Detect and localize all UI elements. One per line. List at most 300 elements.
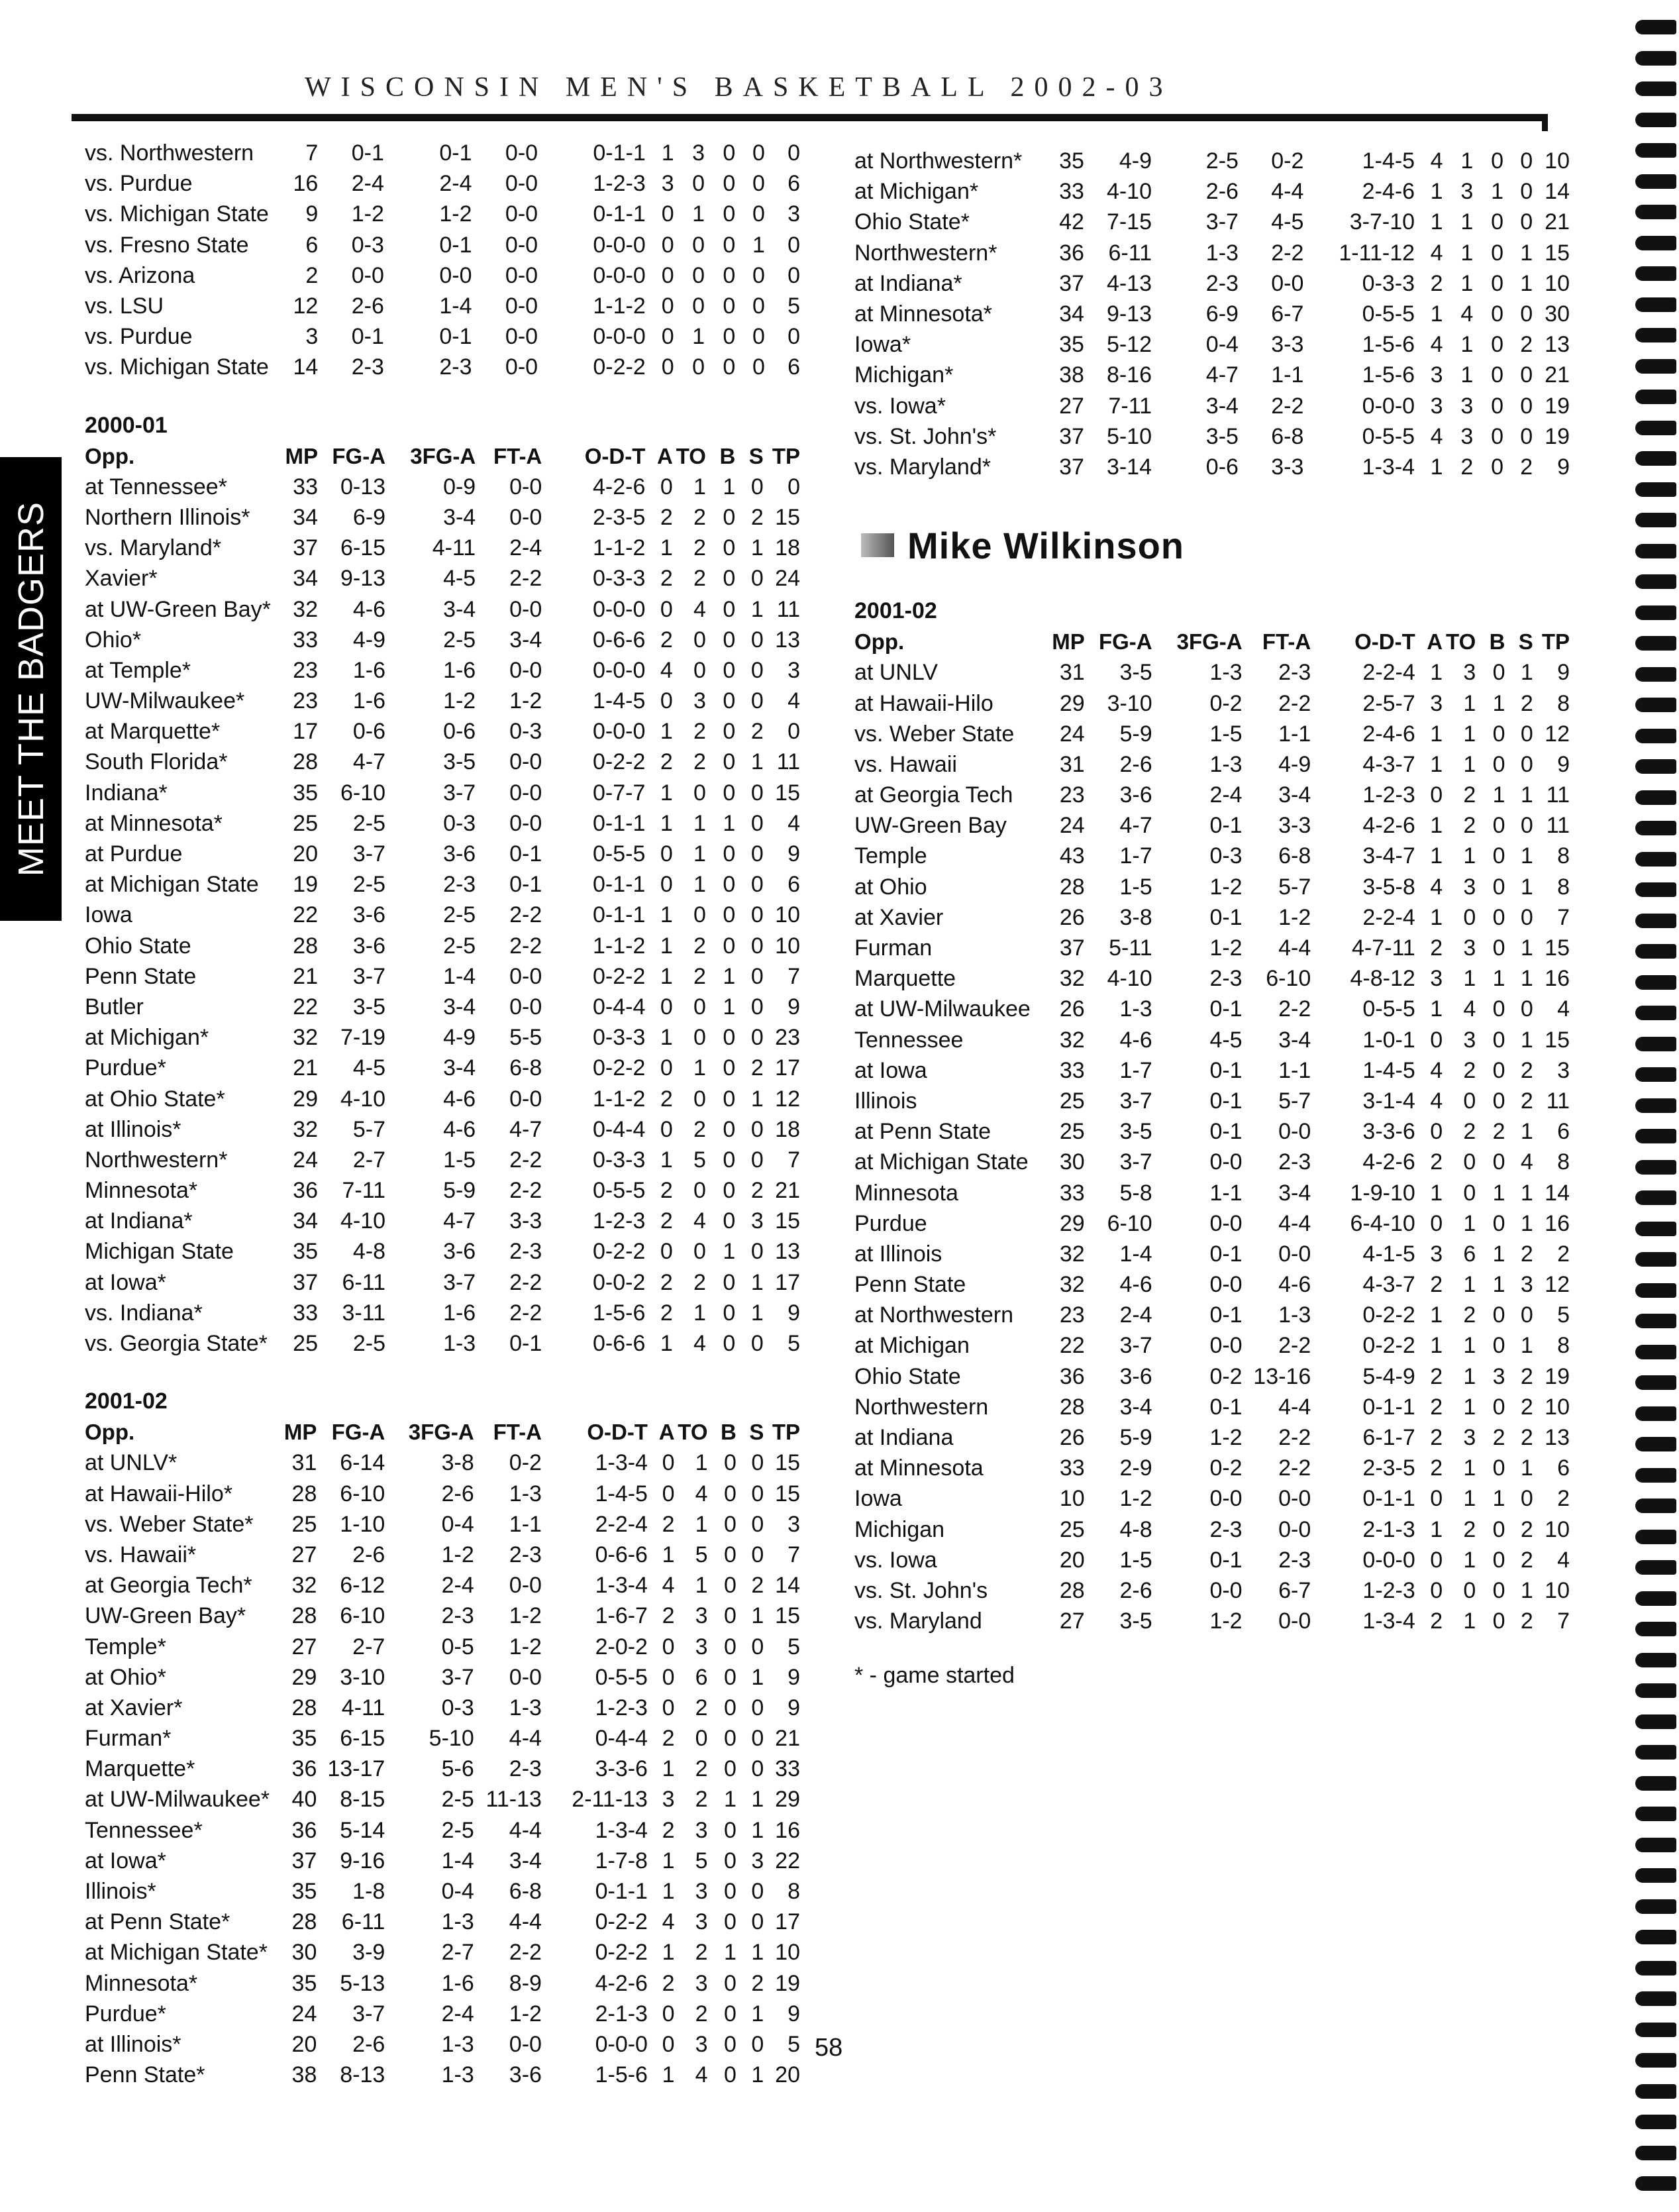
stat-cell: 1-2-3 bbox=[1362, 1577, 1415, 1603]
stat-cell: 13-16 bbox=[1253, 1363, 1311, 1389]
stat-cell: 4-11 bbox=[341, 1695, 385, 1720]
stat-cell: 32 bbox=[291, 1573, 317, 1599]
stat-cell: 25 bbox=[293, 1331, 318, 1357]
stat-cell: 21 bbox=[1545, 362, 1570, 388]
stat-cell: 0 bbox=[1492, 1547, 1505, 1573]
opponent-cell: vs. LSU bbox=[85, 293, 164, 319]
stat-cell: 3-4 bbox=[443, 1055, 476, 1081]
stat-cell: 0-4 bbox=[441, 1511, 474, 1537]
table-row bbox=[85, 472, 800, 502]
table-row bbox=[854, 1116, 1570, 1147]
stat-cell: 0 bbox=[693, 657, 706, 683]
stat-cell: 0 bbox=[1492, 1455, 1505, 1481]
table-row bbox=[85, 1846, 800, 1876]
stat-cell: 34 bbox=[1059, 301, 1084, 327]
stat-cell: 0-0 bbox=[505, 171, 538, 197]
stat-cell: 1-3 bbox=[1209, 751, 1243, 777]
stat-cell: 37 bbox=[1059, 935, 1085, 961]
stat-cell: 3-3 bbox=[1278, 813, 1311, 839]
table-row bbox=[85, 931, 800, 961]
stat-cell: 23 bbox=[293, 688, 318, 714]
stat-cell: 0-13 bbox=[340, 474, 386, 500]
stat-cell: 0-1 bbox=[1209, 1547, 1243, 1573]
stat-cell: 1-3-4 bbox=[595, 1573, 648, 1599]
stat-cell: 0-3 bbox=[509, 719, 542, 745]
stat-cell: 3-4 bbox=[1278, 1180, 1311, 1206]
opponent-cell: Ohio* bbox=[85, 627, 142, 653]
stat-cell: 2-2 bbox=[509, 1178, 542, 1204]
stat-cell: 3 bbox=[751, 1848, 764, 1873]
stat-cell: 1 bbox=[1520, 1210, 1533, 1236]
stat-cell: 17 bbox=[775, 1055, 800, 1081]
stat-cell: 0-0 bbox=[505, 324, 538, 350]
stat-cell: 3-6 bbox=[1119, 782, 1152, 808]
stat-cell: 2 bbox=[1430, 1455, 1443, 1481]
stat-cell: 3 bbox=[1460, 179, 1474, 205]
stat-cell: 0 bbox=[723, 780, 736, 806]
stat-cell: 4 bbox=[1430, 1088, 1443, 1114]
stat-cell: 38 bbox=[291, 2062, 317, 2088]
spiral-coil bbox=[1635, 821, 1676, 835]
stat-cell: 0 bbox=[1491, 270, 1504, 296]
stat-cell: 0 bbox=[1492, 996, 1505, 1022]
stat-cell: 0 bbox=[1463, 1149, 1476, 1175]
stat-cell: 0 bbox=[660, 688, 673, 714]
stat-cell: 2-4 bbox=[351, 171, 384, 197]
stat-cell: 3-10 bbox=[1107, 690, 1152, 716]
opponent-cell: at Hawaii-Hilo* bbox=[85, 1481, 232, 1506]
opponent-cell: vs. Maryland bbox=[854, 1608, 982, 1634]
header-rule-tick bbox=[1542, 114, 1548, 131]
stat-cell: 0 bbox=[723, 2062, 737, 2088]
stat-cell: 3-7 bbox=[441, 1664, 474, 1690]
table-row bbox=[85, 260, 800, 291]
stat-cell: 0 bbox=[1463, 1577, 1476, 1603]
stat-cell: 3-3 bbox=[1271, 332, 1304, 358]
stat-cell: 6-8 bbox=[509, 1879, 542, 1905]
stat-cell: 1 bbox=[752, 232, 765, 258]
table-row bbox=[85, 563, 800, 594]
stat-cell: 2-2 bbox=[1278, 996, 1311, 1022]
stat-cell: 28 bbox=[291, 1909, 317, 1935]
stat-cell: 2-5 bbox=[352, 872, 386, 898]
stat-cell: 2-1-3 bbox=[1362, 1516, 1415, 1542]
spiral-coil bbox=[1635, 636, 1676, 651]
stat-cell: 0 bbox=[692, 262, 705, 288]
opponent-cell: Purdue* bbox=[85, 2001, 166, 2027]
stat-cell: 0 bbox=[661, 354, 674, 380]
stat-cell: 0 bbox=[1492, 843, 1505, 869]
stat-cell: 10 bbox=[1545, 1394, 1570, 1420]
stat-cell: 1-4 bbox=[1119, 1241, 1152, 1267]
stat-cell: 1 bbox=[723, 810, 736, 836]
stat-cell: 1 bbox=[1460, 270, 1474, 296]
spiral-coil bbox=[1635, 944, 1676, 959]
stat-cell: 0 bbox=[723, 1086, 736, 1112]
stat-cell: 0-1 bbox=[1209, 1088, 1243, 1114]
stat-cell: 4-10 bbox=[1106, 179, 1152, 205]
table-row bbox=[854, 1606, 1570, 1636]
stat-cell: 36 bbox=[291, 1756, 317, 1782]
table-row bbox=[854, 780, 1570, 810]
stat-cell: 0-2 bbox=[1209, 690, 1243, 716]
stat-cell: 12 bbox=[1545, 1272, 1570, 1298]
stat-cell: 5 bbox=[693, 1147, 706, 1173]
stat-cell: 2-6 bbox=[352, 1542, 385, 1567]
stat-cell: 2 bbox=[1430, 1394, 1443, 1420]
stat-cell: 0 bbox=[1463, 1088, 1476, 1114]
stat-cell: 26 bbox=[1059, 904, 1085, 930]
stat-cell: 0 bbox=[723, 1848, 737, 1873]
column-header: A bbox=[658, 1420, 675, 1445]
stat-cell: 4-4 bbox=[509, 1817, 542, 1843]
spiral-coil bbox=[1635, 1067, 1676, 1082]
stat-cell: 11 bbox=[1546, 813, 1570, 839]
opponent-cell: at Georgia Tech* bbox=[85, 1573, 252, 1599]
stat-cell: 0 bbox=[750, 1239, 764, 1265]
stat-cell: 1 bbox=[751, 1940, 764, 1966]
stat-cell: 0 bbox=[723, 1970, 737, 1996]
table-row bbox=[85, 168, 800, 199]
column-header: TO bbox=[1446, 629, 1476, 655]
stat-cell: 2 bbox=[1492, 1119, 1505, 1145]
stat-cell: 2-3 bbox=[1209, 966, 1243, 992]
stat-cell: 0 bbox=[750, 933, 764, 959]
spiral-coil bbox=[1635, 81, 1676, 96]
stat-cell: 32 bbox=[1059, 1027, 1085, 1053]
stat-cell: 25 bbox=[291, 1511, 317, 1537]
stat-cell: 6-9 bbox=[352, 504, 386, 530]
stat-cell: 3-6 bbox=[352, 933, 386, 959]
stat-cell: 19 bbox=[775, 1970, 800, 1996]
stat-cell: 0 bbox=[661, 201, 674, 227]
stat-cell: 28 bbox=[1059, 1577, 1085, 1603]
spiral-coil bbox=[1635, 359, 1676, 374]
opponent-cell: Temple bbox=[854, 843, 927, 869]
stat-cell: 0-0-0 bbox=[595, 2031, 648, 2057]
stat-cell: 2 bbox=[695, 1787, 708, 1813]
stat-cell: 1-2 bbox=[509, 688, 542, 714]
spiral-coil bbox=[1635, 1560, 1676, 1575]
stat-cell: 19 bbox=[1545, 1363, 1570, 1389]
stat-cell: 2-2 bbox=[1271, 393, 1304, 419]
stat-cell: 0 bbox=[750, 872, 764, 898]
stat-cell: 4-3-7 bbox=[1362, 751, 1415, 777]
stat-cell: 1 bbox=[1463, 751, 1476, 777]
opponent-cell: at Indiana bbox=[854, 1425, 954, 1451]
stat-cell: 0-5-5 bbox=[595, 1664, 648, 1690]
stat-cell: 0 bbox=[723, 293, 736, 319]
stat-cell: 25 bbox=[1059, 1516, 1085, 1542]
opponent-cell: Furman bbox=[854, 935, 933, 961]
stat-cell: 0 bbox=[723, 1055, 736, 1081]
stat-cell: 16 bbox=[1545, 1210, 1570, 1236]
stat-cell: 1 bbox=[1520, 1180, 1533, 1206]
stat-cell: 24 bbox=[293, 1147, 318, 1173]
stat-cell: 3-3 bbox=[1271, 454, 1304, 480]
stat-cell: 1 bbox=[695, 1573, 708, 1599]
stat-cell: 1 bbox=[1492, 966, 1505, 992]
opponent-cell: Minnesota* bbox=[85, 1970, 198, 1996]
stat-cell: 1-3 bbox=[1278, 1302, 1311, 1328]
table-row bbox=[85, 1693, 800, 1723]
stat-cell: 0 bbox=[1492, 813, 1505, 839]
stat-cell: 3-14 bbox=[1106, 454, 1152, 480]
stat-cell: 2 bbox=[695, 1756, 708, 1782]
stat-cell: 0 bbox=[723, 1116, 736, 1142]
table-row bbox=[854, 657, 1570, 688]
stat-cell: 2-5 bbox=[441, 1787, 474, 1813]
stat-cell: 4 bbox=[1430, 423, 1443, 449]
spiral-coil bbox=[1635, 2053, 1676, 2068]
stat-cell: 0 bbox=[1491, 240, 1504, 266]
stat-cell: 0-1-1 bbox=[592, 902, 646, 928]
stat-cell: 0-0 bbox=[505, 232, 538, 258]
stat-cell: 0-4 bbox=[441, 1879, 474, 1905]
stat-cell: 1-6-7 bbox=[595, 1603, 648, 1629]
spiral-coil bbox=[1635, 759, 1676, 774]
stat-cell: 24 bbox=[1059, 813, 1085, 839]
stat-cell: 5-13 bbox=[340, 1970, 385, 1996]
spiral-coil bbox=[1635, 1006, 1676, 1020]
stat-cell: 1-1-2 bbox=[592, 535, 646, 561]
stat-cell: 0 bbox=[662, 1481, 675, 1506]
stat-cell: 9 bbox=[1557, 751, 1570, 777]
table-row bbox=[854, 963, 1570, 994]
stat-cell: 4-9 bbox=[443, 1025, 476, 1051]
stat-cell: 1-2 bbox=[1209, 874, 1243, 900]
stat-cell: 3 bbox=[693, 688, 706, 714]
stat-cell: 0 bbox=[723, 749, 736, 775]
table-header-row bbox=[854, 627, 1570, 657]
stat-cell: 1-5 bbox=[1119, 874, 1152, 900]
stat-cell: 1-3-4 bbox=[595, 1450, 648, 1476]
stat-cell: 3-4 bbox=[443, 994, 476, 1020]
stat-cell: 0 bbox=[661, 262, 674, 288]
table-row bbox=[85, 1448, 800, 1478]
stat-cell: 9 bbox=[1557, 454, 1570, 480]
left-column bbox=[85, 138, 800, 2090]
stat-cell: 0 bbox=[1491, 393, 1504, 419]
stat-cell: 0-1 bbox=[439, 140, 472, 166]
stat-cell: 0-1 bbox=[509, 1331, 542, 1357]
stat-cell: 0 bbox=[1520, 179, 1533, 205]
stat-cell: 1-7-8 bbox=[595, 1848, 648, 1873]
stat-cell: 0 bbox=[723, 1208, 736, 1234]
stat-cell: 2 bbox=[1520, 1088, 1533, 1114]
spiral-coil bbox=[1635, 1160, 1676, 1175]
stat-cell: 1 bbox=[1463, 721, 1476, 747]
spiral-coil bbox=[1635, 143, 1676, 158]
stat-cell: 2 bbox=[1430, 1363, 1443, 1389]
stat-cell: 6-10 bbox=[1107, 1210, 1152, 1236]
stat-cell: 15 bbox=[775, 1208, 800, 1234]
stat-cell: 0 bbox=[1520, 813, 1533, 839]
table-row bbox=[854, 1055, 1570, 1086]
stat-cell: 37 bbox=[1059, 270, 1084, 296]
stat-cell: 1-6 bbox=[441, 1970, 474, 1996]
table-row bbox=[854, 749, 1570, 780]
stat-cell: 24 bbox=[775, 566, 800, 592]
stat-cell: 2-2 bbox=[509, 933, 542, 959]
stat-cell: 4 bbox=[1520, 1149, 1533, 1175]
stat-cell: 0 bbox=[662, 2031, 675, 2057]
stat-cell: 1 bbox=[1492, 690, 1505, 716]
stat-cell: 5-12 bbox=[1106, 332, 1152, 358]
spiral-coil bbox=[1635, 174, 1676, 189]
opponent-cell: Illinois* bbox=[85, 1879, 156, 1905]
stat-cell: 27 bbox=[1059, 393, 1084, 419]
stat-cell: 4-9 bbox=[352, 627, 386, 653]
stat-cell: 22 bbox=[293, 902, 318, 928]
stat-cell: 0 bbox=[1520, 1486, 1533, 1512]
stat-cell: 1 bbox=[1463, 1455, 1476, 1481]
stat-cell: 2-4-6 bbox=[1362, 179, 1415, 205]
stat-cell: 1-3 bbox=[509, 1695, 542, 1720]
stat-cell: 15 bbox=[775, 780, 800, 806]
stat-cell: 1-5-6 bbox=[1362, 332, 1415, 358]
stat-cell: 0-4 bbox=[1205, 332, 1239, 358]
stat-cell: 0-5-5 bbox=[1362, 423, 1415, 449]
opponent-cell: at Penn State* bbox=[85, 1909, 230, 1935]
stat-cell: 0 bbox=[693, 1086, 706, 1112]
stat-cell: 1-2 bbox=[1119, 1486, 1152, 1512]
stat-cell: 0 bbox=[723, 1178, 736, 1204]
stat-cell: 1-6 bbox=[352, 657, 386, 683]
stat-cell: 0 bbox=[1430, 1119, 1443, 1145]
stat-cell: 5-7 bbox=[352, 1116, 386, 1142]
stat-cell: 1-3 bbox=[441, 1909, 474, 1935]
stat-cell: 2 bbox=[1520, 454, 1533, 480]
stat-cell: 4-4 bbox=[1271, 179, 1304, 205]
stat-cell: 1 bbox=[1463, 966, 1476, 992]
stat-cell: 0 bbox=[662, 1695, 675, 1720]
stat-cell: 1-5-6 bbox=[1362, 362, 1415, 388]
stat-cell: 1 bbox=[751, 2062, 764, 2088]
stat-cell: 10 bbox=[775, 902, 800, 928]
stat-cell: 0-0 bbox=[505, 140, 538, 166]
stat-cell: 3 bbox=[305, 324, 319, 350]
stat-cell: 28 bbox=[291, 1481, 317, 1506]
opponent-cell: vs. Hawaii* bbox=[85, 1542, 197, 1567]
stat-cell: 6-11 bbox=[341, 1909, 385, 1935]
stat-cell: 18 bbox=[775, 1116, 800, 1142]
stat-cell: 1-1-2 bbox=[593, 293, 646, 319]
stat-cell: 0 bbox=[750, 657, 764, 683]
player-heading bbox=[861, 522, 1570, 568]
stat-cell: 1-4 bbox=[439, 293, 472, 319]
stat-cell: 29 bbox=[291, 1664, 317, 1690]
stat-cell: 0 bbox=[692, 232, 705, 258]
stat-cell: 2-3 bbox=[351, 354, 384, 380]
stat-cell: 2 bbox=[660, 1269, 673, 1295]
table-row bbox=[85, 291, 800, 321]
stat-cell: 0 bbox=[1492, 904, 1505, 930]
stat-cell: 2 bbox=[693, 504, 706, 530]
spiral-coil bbox=[1635, 1437, 1676, 1451]
stat-cell: 0-1 bbox=[1209, 1241, 1243, 1267]
stat-cell: 1 bbox=[723, 994, 736, 1020]
table-row bbox=[854, 1545, 1570, 1575]
table-row bbox=[854, 268, 1570, 299]
stat-cell: 3-7 bbox=[443, 1269, 476, 1295]
stat-cell: 0-0-0 bbox=[1362, 393, 1415, 419]
stat-cell: 3-10 bbox=[340, 1664, 385, 1690]
opponent-cell: vs. Purdue bbox=[85, 171, 193, 197]
stat-cell: 1-1-2 bbox=[592, 1086, 646, 1112]
column-header: FG-A bbox=[332, 443, 386, 468]
spiral-coil bbox=[1635, 1622, 1676, 1636]
table-row bbox=[85, 900, 800, 930]
stat-cell: 28 bbox=[293, 749, 318, 775]
stat-cell: 0 bbox=[1520, 301, 1533, 327]
stat-cell: 2-4 bbox=[439, 171, 472, 197]
stat-cell: 1-1 bbox=[1278, 721, 1311, 747]
column-header: Opp. bbox=[854, 629, 905, 655]
stat-cell: 37 bbox=[293, 535, 318, 561]
stat-cell: 9 bbox=[788, 841, 800, 867]
stat-cell: 18 bbox=[775, 535, 800, 561]
stat-cell: 4-10 bbox=[340, 1086, 386, 1112]
header-rule bbox=[72, 114, 1547, 121]
stat-cell: 1-6 bbox=[352, 688, 386, 714]
stat-cell: 8 bbox=[788, 1879, 800, 1905]
opponent-cell: at Michigan State bbox=[85, 872, 259, 898]
stat-cell: 2 bbox=[693, 535, 706, 561]
opponent-cell: vs. Michigan State bbox=[85, 354, 269, 380]
stat-cell: 4-6 bbox=[352, 596, 386, 622]
stat-cell: 35 bbox=[293, 1239, 318, 1265]
stat-cell: 5-14 bbox=[340, 1817, 385, 1843]
stat-cell: 0-3 bbox=[1209, 843, 1243, 869]
stat-cell: 0 bbox=[723, 1147, 736, 1173]
table-row bbox=[85, 869, 800, 900]
table-row bbox=[854, 1208, 1570, 1239]
stat-cell: 0-0 bbox=[509, 1664, 542, 1690]
stat-cell: 9 bbox=[788, 2001, 800, 2027]
stat-cell: 3 bbox=[788, 201, 800, 227]
stat-cell: 4-4 bbox=[509, 1726, 542, 1752]
column-header: TP bbox=[772, 1420, 800, 1445]
stat-cell: 1-10 bbox=[340, 1511, 385, 1537]
stat-cell: 0-0 bbox=[1278, 1486, 1311, 1512]
stat-cell: 6-7 bbox=[1271, 301, 1304, 327]
opponent-cell: vs. Hawaii bbox=[854, 751, 957, 777]
stat-cell: 0 bbox=[723, 1879, 737, 1905]
table-row bbox=[85, 747, 800, 777]
stat-cell: 11 bbox=[776, 596, 800, 622]
stat-cell: 23 bbox=[1059, 782, 1085, 808]
stat-cell: 23 bbox=[775, 1025, 800, 1051]
stat-cell: 0-0 bbox=[509, 780, 542, 806]
stat-cell: 33 bbox=[1059, 1455, 1085, 1481]
stat-cell: 2-3 bbox=[1278, 1149, 1311, 1175]
stat-cell: 32 bbox=[293, 596, 318, 622]
stat-cell: 15 bbox=[775, 1603, 800, 1629]
stat-cell: 3-6 bbox=[509, 2062, 542, 2088]
stat-cell: 7 bbox=[788, 963, 800, 989]
stat-cell: 0 bbox=[723, 262, 736, 288]
stat-cell: 3-3-6 bbox=[1362, 1119, 1415, 1145]
stat-cell: 1 bbox=[693, 872, 706, 898]
table-row bbox=[854, 1514, 1570, 1545]
opponent-cell: at Ohio bbox=[854, 874, 927, 900]
stat-cell: 0-5-5 bbox=[592, 841, 646, 867]
table-row bbox=[854, 238, 1570, 268]
stat-cell: 5-9 bbox=[443, 1178, 476, 1204]
column-header: O-D-T bbox=[1354, 629, 1415, 655]
stat-cell: 3 bbox=[692, 140, 705, 166]
